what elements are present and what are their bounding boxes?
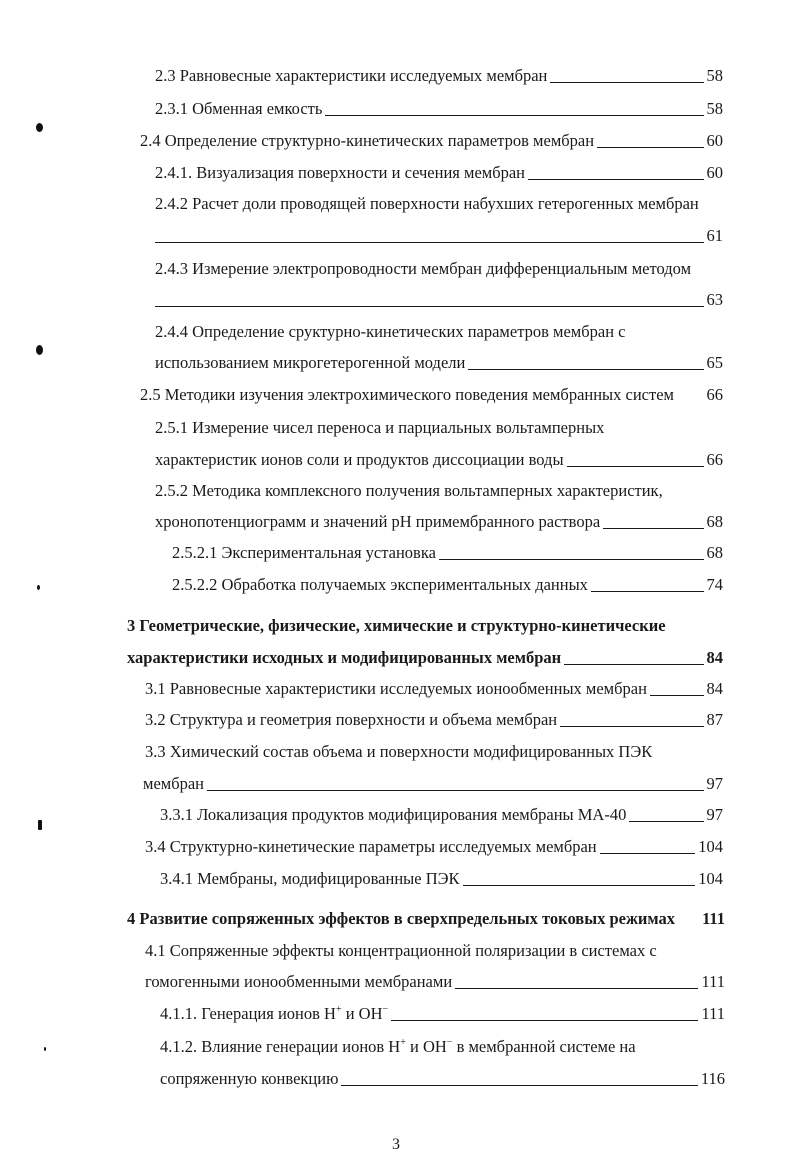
toc-page-number: 68 — [706, 512, 723, 531]
toc-entry[interactable] — [155, 259, 723, 279]
toc-entry[interactable] — [155, 66, 723, 86]
toc-leader-line — [567, 466, 704, 467]
toc-page-number: 60 — [706, 163, 723, 182]
toc-page-number: 97 — [706, 774, 723, 793]
toc-entry[interactable] — [160, 1004, 725, 1024]
toc-page-number: 111 — [701, 972, 725, 991]
toc-entry[interactable] — [140, 131, 723, 151]
toc-leader-line — [325, 115, 703, 116]
scan-mark — [36, 123, 43, 132]
toc-page-number: 61 — [706, 226, 723, 245]
toc-entry[interactable] — [155, 418, 723, 438]
toc-page-number: 58 — [706, 66, 723, 85]
toc-entry-title: 4.1.1. Генерация ионов H+ и OH− — [160, 1004, 389, 1023]
toc-entry-title: 4.1 Сопряженные эффекты концентрационной поляризации в системах с — [145, 941, 657, 960]
toc-chapter-entry[interactable] — [127, 909, 725, 929]
toc-entry-continuation[interactable] — [160, 1069, 725, 1089]
toc-leader-line — [341, 1085, 697, 1086]
toc-leader-line — [391, 1020, 698, 1021]
toc-leader-line — [678, 925, 699, 926]
toc-entry[interactable] — [155, 163, 723, 183]
scan-mark — [44, 1047, 46, 1051]
scan-mark — [38, 820, 42, 830]
toc-entry-title: использованием микрогетерогенной модели — [155, 353, 466, 372]
toc-entry-continuation[interactable] — [155, 290, 723, 310]
toc-entry-title: 2.5.2 Методика комплексного получения вольтамперных характеристик, — [155, 481, 663, 500]
toc-leader-line — [463, 885, 696, 886]
toc-entry-title: 2.4.2 Расчет доли проводящей поверхности набухших гетерогенных мембран — [155, 194, 699, 213]
toc-entry-continuation[interactable] — [145, 972, 725, 992]
toc-entry-title: 3.4.1 Мембраны, модифицированные ПЭК — [160, 869, 460, 888]
toc-leader-line — [439, 559, 704, 560]
toc-page-number: 104 — [698, 869, 723, 888]
toc-entry-title: 2.4 Определение структурно-кинетических параметров мембран — [140, 131, 595, 150]
toc-entry-continuation[interactable] — [155, 353, 723, 373]
toc-leader-line — [207, 790, 703, 791]
toc-entry[interactable] — [145, 742, 723, 762]
toc-entry-title: 3 Геометрические, физические, химические и структурно-кинетические — [127, 616, 666, 635]
toc-page-number: 111 — [701, 1004, 725, 1023]
toc-page-number: 84 — [706, 648, 723, 667]
toc-entry-continuation[interactable] — [143, 774, 723, 794]
toc-leader-line — [155, 306, 704, 307]
toc-entry-title: сопряженную конвекцию — [160, 1069, 339, 1088]
toc-leader-line — [550, 82, 703, 83]
toc-leader-line — [629, 821, 703, 822]
toc-entry-title: 2.5 Методики изучения электрохимического поведения мембранных систем — [140, 385, 674, 404]
toc-entry-title: 2.5.1 Измерение чисел переноса и парциальных вольтамперных — [155, 418, 605, 437]
toc-entry[interactable] — [160, 805, 723, 825]
toc-page-number: 111 — [702, 909, 725, 928]
toc-entry-title: характеристик ионов соли и продуктов диссоциации воды — [155, 450, 564, 469]
toc-entry-title: 3.3 Химический состав объема и поверхности модифицированных ПЭК — [145, 742, 653, 761]
toc-page-number: 66 — [706, 450, 723, 469]
toc-leader-line — [597, 147, 703, 148]
toc-entry-title: мембран — [143, 774, 205, 793]
toc-entry[interactable] — [145, 710, 723, 730]
toc-entry-title: характеристики исходных и модифицированных мембран — [127, 648, 562, 667]
toc-entry-title: 2.4.1. Визуализация поверхности и сечения мембран — [155, 163, 526, 182]
toc-leader-line — [560, 726, 703, 727]
toc-entry[interactable] — [140, 385, 723, 405]
toc-leader-line — [677, 401, 704, 402]
toc-entry[interactable] — [172, 543, 723, 563]
toc-leader-line — [564, 664, 703, 665]
toc-entry-title: 3.1 Равновесные характеристики исследуемых ионообменных мембран — [145, 679, 647, 698]
toc-page-number: 116 — [700, 1069, 725, 1088]
toc-leader-line — [600, 853, 696, 854]
toc-leader-line — [650, 695, 704, 696]
toc-entry-title: хронопотенциограмм и значений pH примембранного раствора — [155, 512, 601, 531]
toc-entry-title: 2.3 Равновесные характеристики исследуемых мембран — [155, 66, 548, 85]
page-number: 3 — [392, 1136, 400, 1153]
toc-entry-continuation[interactable] — [127, 648, 723, 668]
toc-page-number: 68 — [706, 543, 723, 562]
toc-leader-line — [455, 988, 698, 989]
toc-page-number: 63 — [706, 290, 723, 309]
toc-leader-line — [155, 242, 704, 243]
toc-entry-title: гомогенными ионообменными мембранами — [145, 972, 453, 991]
toc-leader-line — [528, 179, 703, 180]
toc-entry[interactable] — [155, 99, 723, 119]
toc-entry-title: 4 Развитие сопряженных эффектов в сверхпредельных токовых режимах — [127, 909, 676, 928]
toc-page-number: 104 — [698, 837, 723, 856]
toc-entry-title: 3.4 Структурно-кинетические параметры исследуемых мембран — [145, 837, 597, 856]
toc-leader-line — [591, 591, 704, 592]
toc-entry[interactable] — [160, 869, 723, 889]
toc-entry[interactable] — [155, 322, 723, 342]
toc-entry-title: 2.4.3 Измерение электропроводности мембран дифференциальным методом — [155, 259, 692, 278]
toc-page-number: 66 — [706, 385, 723, 404]
toc-entry[interactable] — [145, 837, 723, 857]
scan-mark — [37, 585, 40, 590]
toc-page-number: 74 — [706, 575, 723, 594]
toc-entry-continuation[interactable] — [155, 226, 723, 246]
toc-page-number: 87 — [706, 710, 723, 729]
toc-page-number: 65 — [706, 353, 723, 372]
toc-entry-title: 2.3.1 Обменная емкость — [155, 99, 323, 118]
toc-entry-title: 2.5.2.1 Экспериментальная установка — [172, 543, 436, 562]
toc-entry-title: 4.1.2. Влияние генерации ионов H+ и OH− в мембранной системе на — [160, 1037, 636, 1056]
toc-entry-title: 3.2 Структура и геометрия поверхности и объема мембран — [145, 710, 558, 729]
toc-page-number: 60 — [706, 131, 723, 150]
toc-entry-title: 3.3.1 Локализация продуктов модифицирования мембраны МА-40 — [160, 805, 627, 824]
toc-entry[interactable] — [160, 1037, 725, 1057]
toc-leader-line — [603, 528, 703, 529]
toc-page-number: 84 — [706, 679, 723, 698]
toc-entry[interactable] — [155, 194, 723, 214]
scan-mark — [36, 345, 43, 355]
toc-page-number: 97 — [706, 805, 723, 824]
toc-entry[interactable] — [155, 481, 723, 501]
toc-entry[interactable] — [172, 575, 723, 595]
toc-entry[interactable] — [145, 679, 723, 699]
toc-entry-continuation[interactable] — [155, 512, 723, 532]
toc-entry-continuation[interactable] — [155, 450, 723, 470]
toc-entry-title: 2.4.4 Определение сруктурно-кинетических параметров мембран с — [155, 322, 626, 341]
toc-chapter-entry[interactable] — [127, 616, 723, 636]
toc-entry-title: 2.5.2.2 Обработка получаемых экспериментальных данных — [172, 575, 588, 594]
toc-page-number: 58 — [706, 99, 723, 118]
toc-leader-line — [468, 369, 703, 370]
toc-entry[interactable] — [145, 941, 723, 961]
